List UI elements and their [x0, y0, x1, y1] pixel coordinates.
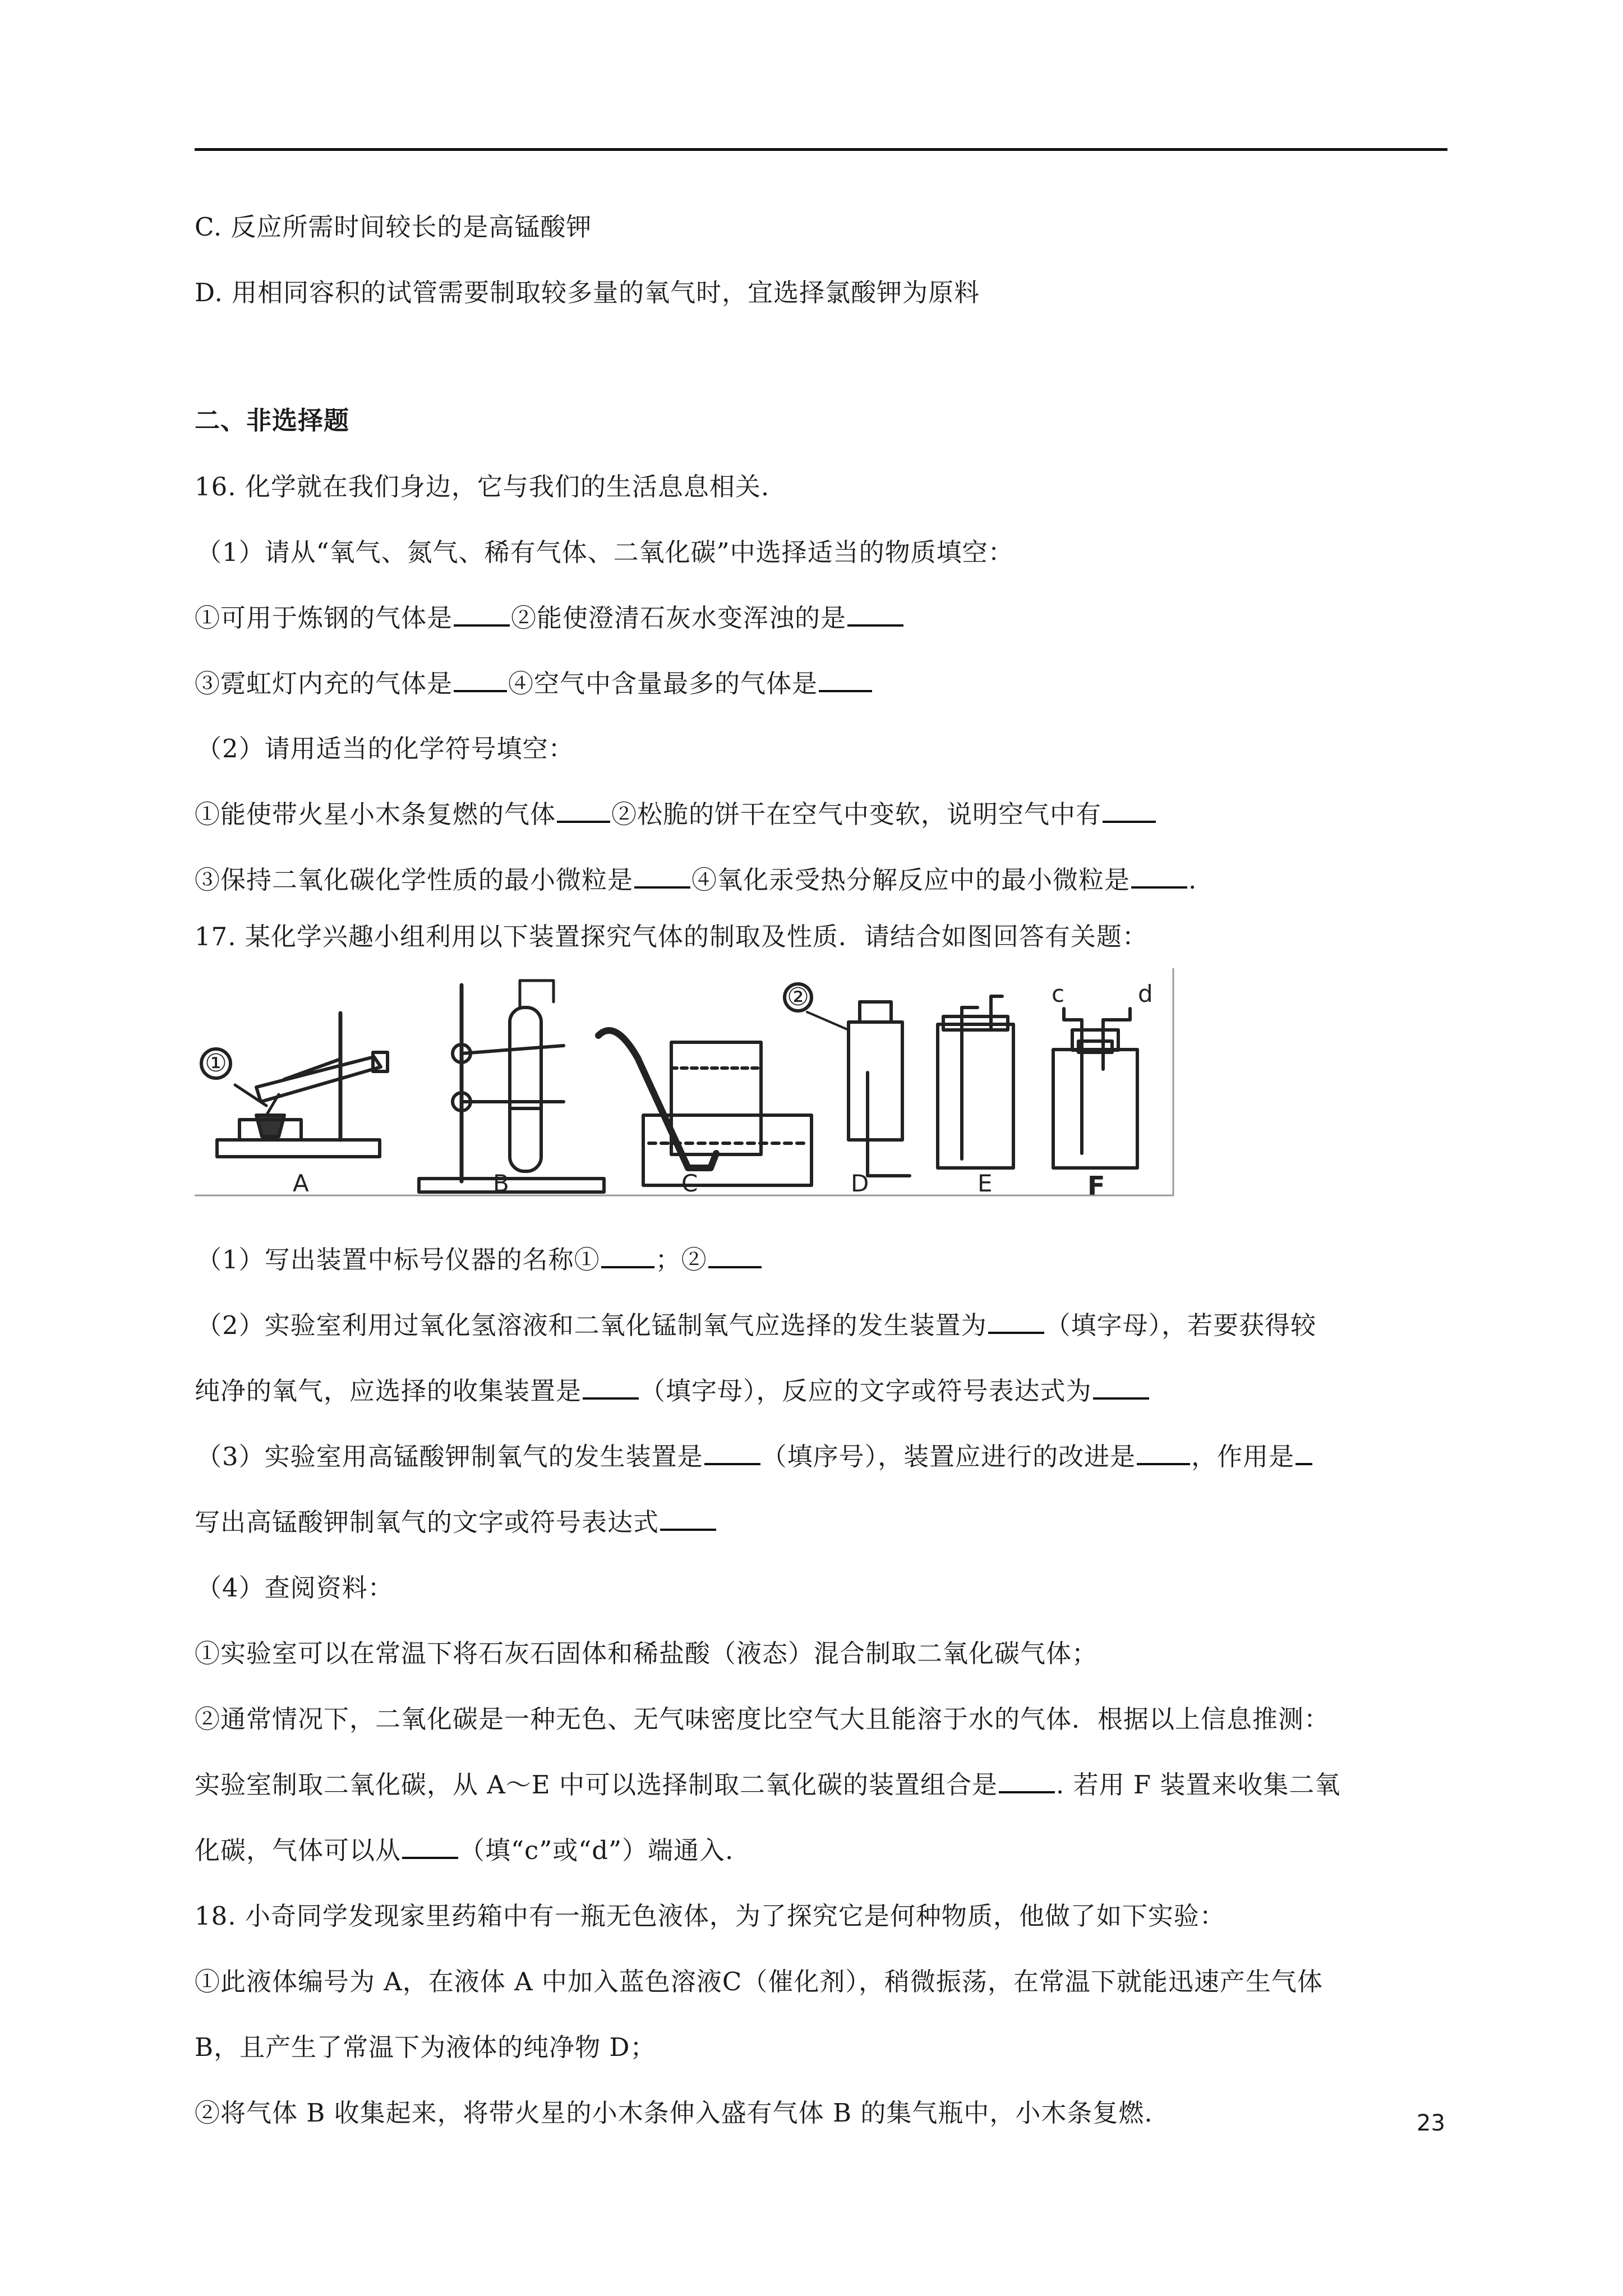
option-d: D. 用相同容积的试管需要制取较多量的氧气时，宜选择氯酸钾为原料	[195, 278, 980, 307]
q17-part1: （1）写出装置中标号仪器的名称① ；②	[196, 1243, 763, 1277]
apparatus-figure	[195, 968, 1174, 1199]
q17-stem: 17. 某化学兴趣小组利用以下装置探究气体的制取及性质．请结合如图回答有关题：	[195, 922, 1148, 951]
answer-blank[interactable]	[1137, 1441, 1190, 1465]
answer-blank[interactable]	[1093, 1375, 1149, 1400]
answer-blank[interactable]	[454, 668, 507, 692]
answer-blank[interactable]	[1103, 798, 1156, 823]
page-number: 23	[1417, 2110, 1445, 2136]
answer-blank[interactable]	[660, 1506, 716, 1531]
q16-part1: （1）请从“氧气、氮气、稀有气体、二氧化碳”中选择适当的物质填空：	[196, 537, 1014, 567]
header-rule	[195, 148, 1447, 151]
answer-blank[interactable]	[601, 1244, 654, 1268]
answer-blank[interactable]	[704, 1441, 760, 1465]
section-heading: 二、非选择题	[195, 406, 350, 435]
q16-stem: 16. 化学就在我们身边，它与我们的生活息息相关.	[195, 472, 770, 501]
answer-blank[interactable]	[819, 668, 872, 692]
q17-part2: （2）实验室利用过氧化氢溶液和二氧化锰制氧气应选择的发生装置为 （填字母），若要获得较	[196, 1310, 1317, 1340]
marker-1: ①	[205, 1049, 227, 1078]
label-e: E	[978, 1170, 993, 1197]
port-d-label: d	[1138, 980, 1153, 1007]
option-c: C. 反应所需时间较长的是高锰酸钾	[195, 212, 592, 242]
answer-blank[interactable]	[583, 1375, 639, 1400]
answer-blank[interactable]	[557, 798, 610, 823]
q18-step1: ①此液体编号为 A，在液体 A 中加入蓝色溶液C（催化剂），稍微振荡，在常温下就能迅速产生气体	[195, 1967, 1323, 1996]
q17-part4-info1: ①实验室可以在常温下将石灰石固体和稀盐酸（液态）混合制取二氧化碳气体；	[195, 1639, 1098, 1668]
q17-part4: （4）查阅资料：	[196, 1573, 394, 1603]
label-b: B	[493, 1170, 509, 1197]
q18-stem: 18. 小奇同学发现家里药箱中有一瓶无色液体，为了探究它是何种物质，他做了如下实验：	[195, 1901, 1225, 1931]
q17-part4-question: 实验室制取二氧化碳，从 A～E 中可以选择制取二氧化碳的装置组合是 . 若用 F 装置来收集二氧	[195, 1770, 1341, 1800]
q17-part4-info2: ②通常情况下，二氧化碳是一种无色、无气味密度比空气大且能溶于水的气体．根据以上信息推测：	[195, 1704, 1330, 1734]
label-f: F	[1087, 1171, 1105, 1199]
q16-part2-row1: ①能使带火星小木条复燃的气体 ②松脆的饼干在空气中变软，说明空气中有	[195, 798, 1157, 831]
answer-blank[interactable]	[634, 864, 690, 889]
answer-blank[interactable]	[1131, 864, 1187, 889]
q16-part1-row2: ③霓虹灯内充的气体是 ④空气中含量最多的气体是	[195, 667, 873, 701]
label-c: C	[681, 1170, 698, 1197]
answer-blank[interactable]	[454, 602, 510, 627]
answer-blank[interactable]	[1295, 1441, 1312, 1465]
marker-2: ②	[787, 983, 809, 1011]
answer-blank[interactable]	[708, 1244, 762, 1268]
q17-part3-cont: 写出高锰酸钾制氧气的文字或符号表达式	[195, 1506, 717, 1539]
answer-blank[interactable]	[988, 1309, 1044, 1334]
q18-step2: ②将气体 B 收集起来，将带火星的小木条伸入盛有气体 B 的集气瓶中，小木条复燃.	[195, 2098, 1153, 2128]
q16-part2-row2: ③保持二氧化碳化学性质的最小微粒是 ④氧化汞受热分解反应中的最小微粒是 .	[195, 865, 1197, 895]
q17-part4-question-cont: 化碳，气体可以从 （填“c”或“d”）端通入.	[195, 1835, 734, 1865]
q17-part2-cont: 纯净的氧气，应选择的收集装置是 （填字母），反应的文字或符号表达式为	[195, 1374, 1150, 1408]
port-c-label: c	[1052, 980, 1065, 1007]
answer-blank[interactable]	[999, 1769, 1055, 1793]
label-d: D	[851, 1170, 869, 1197]
label-a: A	[293, 1170, 309, 1197]
q17-part3: （3）实验室用高锰酸钾制氧气的发生装置是 （填序号），装置应进行的改进是 ，作用是	[196, 1440, 1313, 1474]
answer-blank[interactable]	[847, 602, 903, 627]
answer-blank[interactable]	[402, 1834, 458, 1859]
q18-step1-cont: B，且产生了常温下为液体的纯净物 D；	[195, 2032, 656, 2062]
q16-part2: （2）请用适当的化学符号填空：	[196, 734, 574, 763]
q16-part1-row1: ①可用于炼钢的气体是 ②能使澄清石灰水变浑浊的是	[195, 601, 905, 635]
